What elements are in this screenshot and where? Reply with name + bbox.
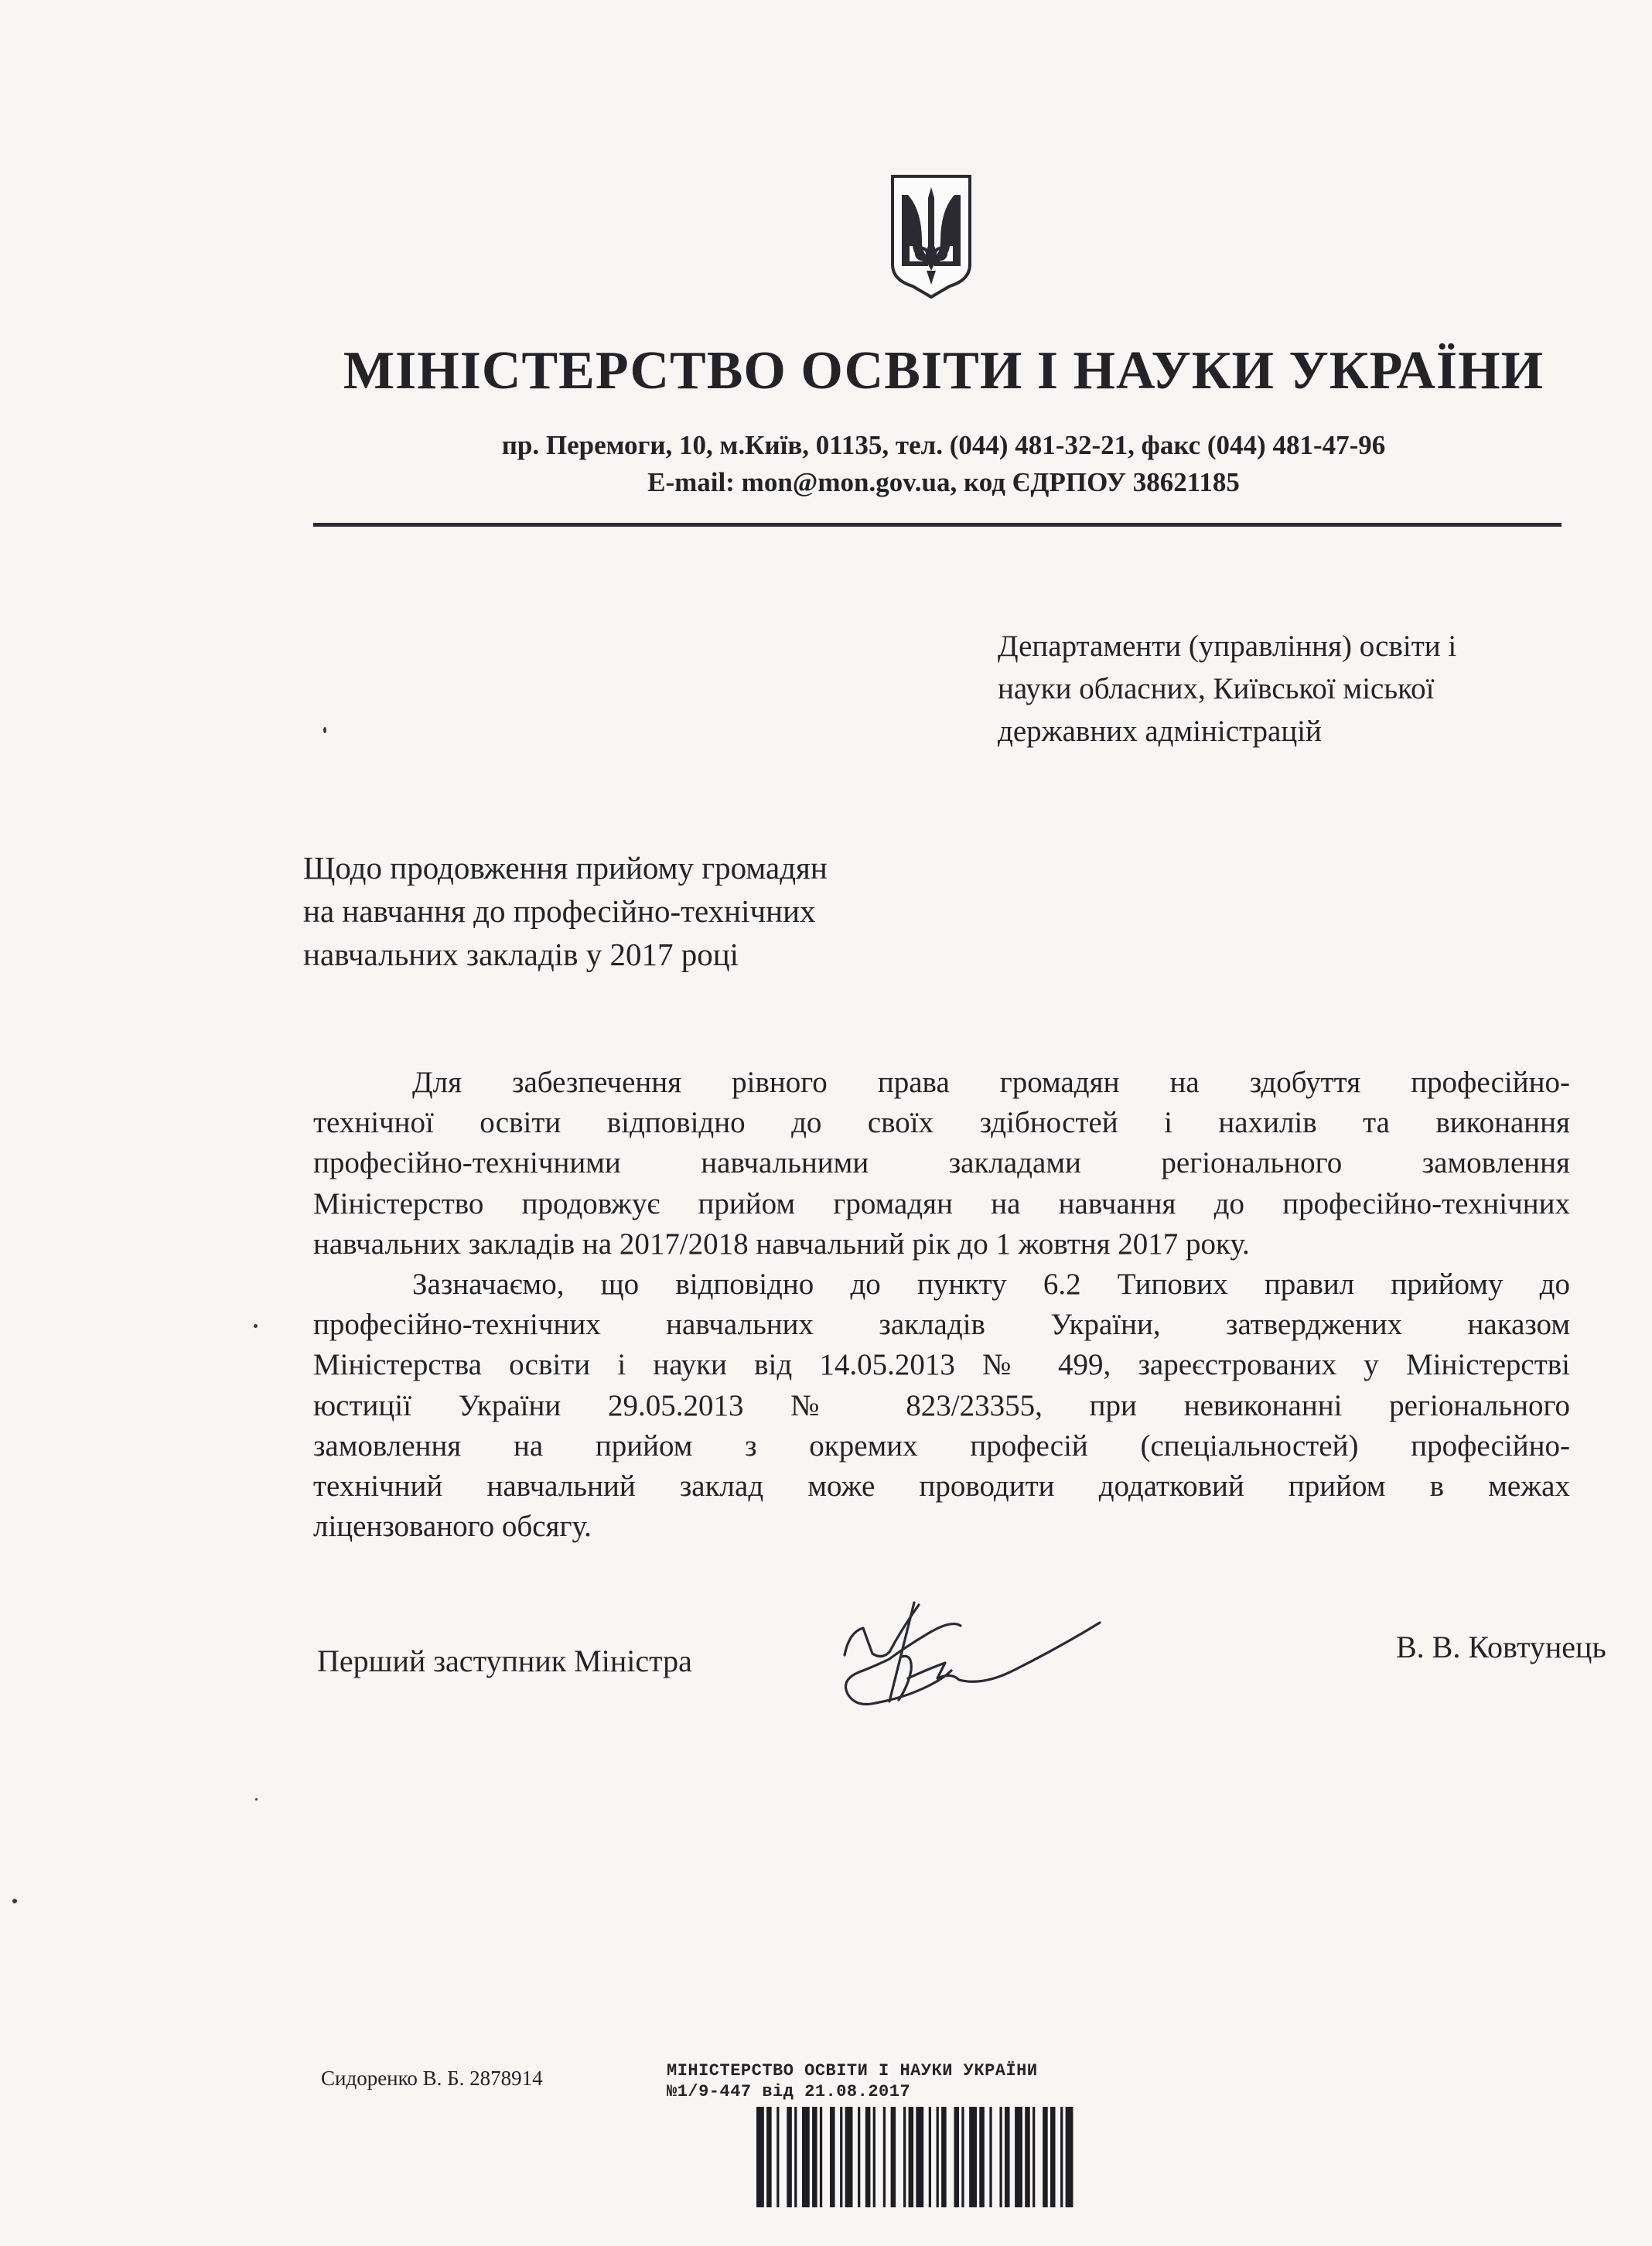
- body-line: Для забезпечення рівного права громадян на здобуття професійно-: [412, 1066, 1570, 1099]
- barcode-bar: [937, 2107, 939, 2207]
- body-line: навчальних закладів на 2017/2018 навчальний рік до 1 жовтня 2017 року.: [313, 1227, 1250, 1261]
- barcode-bar: [979, 2107, 985, 2207]
- barcode-bar: [845, 2107, 853, 2207]
- barcode-bar: [1060, 2107, 1063, 2207]
- barcode-bar: [909, 2107, 914, 2207]
- barcode-bar: [830, 2107, 835, 2207]
- signatory-name: В. В. Ковтунець: [1396, 1630, 1606, 1664]
- body-paragraph-2: [313, 1265, 1570, 1547]
- barcode-bar: [756, 2107, 764, 2207]
- body-paragraph-1: [313, 1063, 1570, 1265]
- body-line: замовлення на прийом з окремих професій (спеціальностей) професійно-: [313, 1428, 1570, 1463]
- handwritten-signature: [828, 1593, 1121, 1709]
- registration-stamp: [667, 2060, 1038, 2102]
- barcode-bar: [820, 2107, 822, 2207]
- barcode-bar: [1005, 2107, 1010, 2207]
- body-line: технічної освіти відповідно до своїх здібностей і нахилів та виконання: [313, 1106, 1570, 1140]
- barcode-bar: [989, 2107, 992, 2207]
- subject-line: на навчання до професійно-технічних: [303, 893, 816, 929]
- barcode-bar: [1032, 2107, 1035, 2207]
- barcode-bar: [1015, 2107, 1022, 2207]
- barcode-bar: [954, 2107, 959, 2207]
- barcode-bar: [961, 2107, 964, 2207]
- barcode-bar: [802, 2107, 810, 2207]
- subject-line: Щодо продовження прийому громадян: [303, 850, 828, 886]
- barcode-bar: [883, 2107, 886, 2207]
- subject-line: навчальних закладів у 2017 році: [303, 937, 739, 972]
- barcode-bar: [766, 2107, 772, 2207]
- barcode-bar: [777, 2107, 779, 2207]
- barcode-bar: [969, 2107, 977, 2207]
- barcode-bar: [1066, 2107, 1073, 2207]
- barcode-bar: [1043, 2107, 1048, 2207]
- barcode-bar: [873, 2107, 875, 2207]
- body-line: професійно-технічних навчальних закладів України, затверджених наказом: [313, 1308, 1570, 1342]
- body-line: Зазначаємо, що відповідно до пункту 6.2 Типових правил прийому до: [412, 1268, 1570, 1302]
- barcode-bar: [840, 2107, 842, 2207]
- body-line: юстиції України 29.05.2013 № 823/23355, при невиконанні регіонального: [313, 1388, 1570, 1422]
- body-line: Міністерство продовжує прийом громадян на навчання до професійно-технічних: [313, 1186, 1570, 1220]
- barcode-bar: [1050, 2107, 1056, 2207]
- barcode-bar: [865, 2107, 871, 2207]
- registration-barcode: [756, 2107, 1078, 2207]
- ministry-contacts: E-mail: mon@mon.gov.ua, код ЄДРПОУ 38621185: [647, 467, 1240, 497]
- body-line: ліцензованого обсягу.: [313, 1510, 592, 1544]
- letter-body: [313, 1063, 1570, 1547]
- addressee-block: [998, 625, 1456, 753]
- coat-of-arms-icon: [888, 172, 974, 302]
- addressee-line: Департаменти (управління) освіти і: [998, 630, 1457, 663]
- signatory-position: Перший заступник Міністра: [317, 1644, 692, 1678]
- body-line: Міністерства освіти і науки від 14.05.2013 № 499, зареєстрованих у Міністерстві: [313, 1348, 1570, 1382]
- barcode-bar: [941, 2107, 947, 2207]
- subject-block: [303, 846, 828, 976]
- barcode-bar: [794, 2107, 797, 2207]
- barcode-bar: [858, 2107, 860, 2207]
- barcode-bar: [916, 2107, 923, 2207]
- ministry-address: пр. Перемоги, 10, м.Київ, 01135, тел. (044) 481-32-21, факс (044) 481-47-96: [501, 430, 1386, 460]
- barcode-bar: [812, 2107, 817, 2207]
- barcode-bar: [1025, 2107, 1030, 2207]
- executor-info: Сидоренко В. Б. 2878914: [321, 2067, 543, 2090]
- barcode-bar: [787, 2107, 792, 2207]
- ministry-title: МІНІСТЕРСТВО ОСВІТИ І НАУКИ УКРАЇНИ: [343, 341, 1544, 401]
- barcode-bar: [929, 2107, 931, 2207]
- registration-number: №1/9-447 від 21.08.2017: [667, 2082, 911, 2101]
- barcode-bar: [999, 2107, 1002, 2207]
- body-line: технічний навчальний заклад може проводити додатковий прийом в межах: [313, 1469, 1570, 1504]
- body-line: професійно-технічними навчальними закладами регіонального замовлення: [313, 1146, 1570, 1180]
- letterhead-divider: [313, 523, 1562, 527]
- addressee-line: науки обласних, Київської міської: [998, 672, 1435, 705]
- barcode-bar: [903, 2107, 906, 2207]
- barcode-bar: [891, 2107, 896, 2207]
- addressee-line: державних адміністрацій: [998, 715, 1322, 748]
- registration-org: МІНІСТЕРСТВО ОСВІТИ І НАУКИ УКРАЇНИ: [667, 2061, 1038, 2080]
